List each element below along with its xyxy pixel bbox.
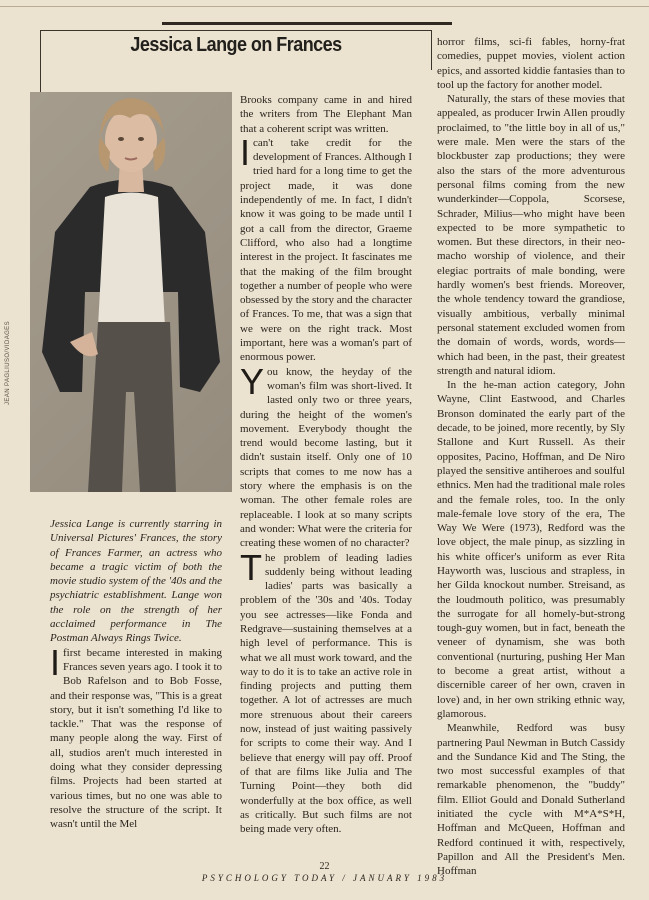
paragraph [240, 131, 412, 365]
portrait-illustration [30, 92, 232, 492]
headline: Jessica Lange on Frances [130, 34, 342, 56]
column-2 [240, 93, 412, 836]
top-bar [162, 22, 452, 25]
portrait-photo [30, 92, 232, 492]
paragraph: Naturally, the stars of these movies that appealed, as producer Irwin Allen proudly proclaimed, to "the little boy in all of us," were male. Men were the stars of the blockbuster zap productions; they were also the stars of the more adventurous personal films coming from the new wunderkinder—Coppola, Scorsese, Schrader, Milius—who might have been expected to be more sympathetic to women. But these directors, in their neo-macho worship of violence, and their elegiac portraits of male bonding, were hardly women's best friends. Moreover, the whole tendency toward the grandiose, visually ambitious, verbally minimal personal statement excluded women from the domain of words, words, words—which had been, in the past, their greatest strength and natural idiom. [437, 93, 625, 377]
drop-cap: I [240, 131, 251, 173]
paragraph-text: can't take credit for the development of Frances. Although I tried hard for a long time to get the project made, it was done independently of me. In fact, I didn't know it was going to be made until I got a call from the director, Graeme Clifford, who also had a longtime interest in the project. It fascinates me that the making of the film brought together a number of people who were obsessed by the story and the character of Frances. To me, that was a sign that we were on the right track. Most important, here was a woman's part of enormous power. [240, 136, 412, 364]
top-rule [0, 6, 649, 7]
column-3 [437, 35, 625, 879]
paragraph: Brooks company came in and hired the writers from The Elephant Man that a coherent script was written. [240, 94, 412, 135]
paragraph [240, 360, 412, 551]
paragraph: In the he-man action category, John Wayne, Clint Eastwood, and Charles Bronson dominated the early part of the decade, to be joined, more recently, by Sly Stallone and Kurt Russell. As their opposites, Pacino, Hoffman, and De Niro played the sensitive antiheroes and soulful ethnics. Men had the traditional male roles and the female roles, too. In the only male-female love story of the era, The Way We Were (1973), Redford was the love object, the male pinup, as sizzling in his white officer's uniform as ever Rita Hayworth was, luscious and strapless, in her Gilda knockout number. Streisand, as the loudmouth politico, was presumably the surrogate for all homely-but-strong tough-guy women, but in fact, beneath the veneer of dynamism, she was both conventional (nurturing, pushing Her Man to become a great artist, without a discernible career of her own, craven in love) and, in her own striking ethnic way, glamorous. [437, 379, 625, 720]
headline-box-left-rule [40, 30, 41, 92]
paragraph: Meanwhile, Redford was busy partnering Paul Newman in Butch Cassidy and the Sundance Kid and The Sting, the two most successful examples of that remarkable phenomenon, the "buddy" film. Elliot Gould and Donald Sutherland initiated the cycle with M*A*S*H, Hoffman and McQueen, Hoffman and Redford continued it with, respectively, Papillon and All the President's Men. Hoffman [437, 722, 625, 878]
running-footer: PSYCHOLOGY TODAY / JANUARY 1983 [201, 873, 448, 883]
paragraph: horror films, sci-fi fables, horny-frat comedies, puppet movies, violent action epics, and assorted kiddie fantasies than to tool up the factory for another model. [437, 36, 625, 91]
paragraph-text: ou know, the heyday of the woman's film was short-lived. It lasted only two or three years, during the height of the women's movement. Everybody thought the trend would become lasting, but it didn't sustain itself. Only one of 10 scripts that comes to me now has a story where the emphasis is on the woman. The other female roles are replaceable. I look at so many scripts and wonder: What were the criteria for creating these women of no character? [240, 365, 412, 550]
drop-cap: I [50, 641, 61, 683]
paragraph-text: he problem of leading ladies suddenly being without leading ladies' parts was basically a problem of the '30s and '40s. Today you see actresses—like Fonda and Redgrave—sustaining themselves at a high level of performance. This is what we all must work toward, and the way to do it is to take an active role in finding projects and putting them together. A lot of actresses are much more strenuous about their careers now, instead of just waiting passively for scripts to come their way. And I believe that energy will pay off. Proof of that are films like Julia and The Turning Point—they both did wonderfully at the box office, as well as critically. But such films are not being made very often. [240, 551, 412, 836]
photo-caption: Jessica Lange is currently starring in Universal Pictures' Frances, the story of Frances Farmer, an actress who became a tragic victim of both the movie studio system of the '40s and the psychiatric establishment. Lange won the role on the strength of her acclaimed performance in The Postman Always Rings Twice. [50, 518, 222, 645]
drop-cap: T [240, 546, 262, 588]
drop-cap: Y [240, 360, 265, 402]
paragraph-text: first became interested in making Frances seven years ago. I took it to Bob Rafelson and to Bob Fosse, and their response was, "This is a great story, but it isn't something I'd like to tackle." That was the response of many people along the way. First of all, studios aren't much interested in doing what they consider depressing films. Projects had been started at various times, but no one was able to resolve the structure of the script. It wasn't until the Mel [50, 646, 222, 831]
paragraph [50, 641, 222, 832]
photo-credit: JEAN PAGLIUSO/VIDAGES [5, 321, 11, 405]
page-number: 22 [319, 861, 330, 872]
paragraph [240, 546, 412, 837]
column-1 [50, 517, 222, 832]
